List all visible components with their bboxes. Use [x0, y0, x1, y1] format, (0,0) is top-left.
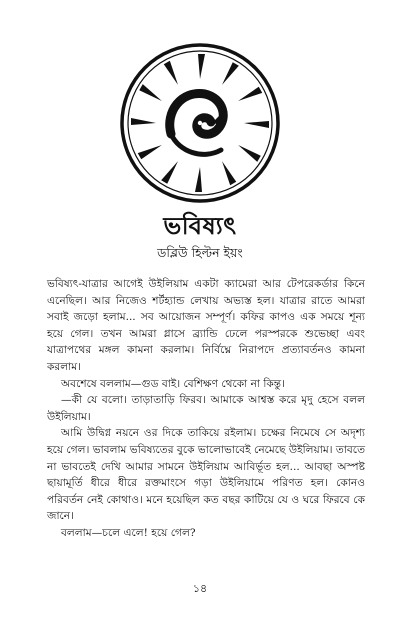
emblem-blade [238, 145, 261, 162]
swirl-clock-emblem-icon [119, 42, 281, 204]
emblem-blade [139, 84, 162, 101]
emblem-blade [238, 87, 262, 101]
emblem-blade [195, 167, 202, 192]
emblem-blade [161, 161, 178, 184]
emblem-blade [244, 121, 269, 128]
body-paragraph: আমি উদ্বিগ্ন নয়নে ওর দিকে তাকিয়ে রইলাম। চক্ষের নিমেষে সে অদৃশ্য হয়ে গেল। ভাবলাম ভবিষ্যতের বুকে ভালোভাবেই নেমেছে উইলিয়াম। তাবতে না ভাবতেই দেখি আমার সামনে উইলিয়াম আবির্ভূত হল... আবছা অস্পষ্ট ছায়ামূর্তি ধীরে ধীরে রক্তমাংসে গড়া উইলিয়ামে পরিণত হল। কোনও পরিবর্তন নেই কোথাও। মনে হয়েছিল কত বছর কাটিয়ে যে ও ঘরে ফিরবে কে জানে। [47, 427, 366, 523]
emblem-blade [138, 145, 162, 159]
emblem-blade [164, 61, 178, 85]
emblem-blade [198, 54, 205, 79]
chapter-body [47, 276, 365, 542]
emblem-blade [222, 161, 236, 185]
body-paragraph: অবশেষে বললাম—গুড বাই। বেশিক্ষণ থেকো না কিন্তু। [61, 377, 285, 390]
body-paragraph: বললাম—চলে এলে! হয়ে গেল? [61, 526, 196, 539]
emblem-blade [131, 118, 156, 125]
page-number: ১৪ [192, 582, 208, 595]
body-paragraph: —কী যে বলো। তাড়াতাড়ি ফিরব। আমাকে আশ্বস্ত করে মৃদু হেসে বলল উইলিয়াম। [47, 394, 365, 423]
emblem-blade [222, 62, 239, 85]
chapter-author: ডব্লিউ হিল্টন ইয়ং [157, 245, 243, 260]
body-paragraph: ভবিষ্যৎ-যাত্রার আগেই উইলিয়াম একটা ক্যামেরা আর টেপরেকর্ডার কিনে এনেছিল। আর নিজেও শর্টহ্যান্ড লেখায় অভ্যস্ত হল। যাত্রার রাতে আমরা সবাই জড়ো হলাম... সব আয়োজন সম্পূর্ণ। কফির কাপও এক সময়ে শূন্য হয়ে গেল। তখন আমরা গ্লাসে ব্র্যান্ডি ঢেলে পরস্পরকে শুভেচ্ছা এবং যাত্রাপথের মঙ্গল কামনা করলাম। নির্বিঘ্নে নিরাপদে প্রত্যাবর্তনও কামনা করলাম। [47, 278, 365, 373]
chapter-title: ভবিষ্যৎ [163, 211, 237, 240]
